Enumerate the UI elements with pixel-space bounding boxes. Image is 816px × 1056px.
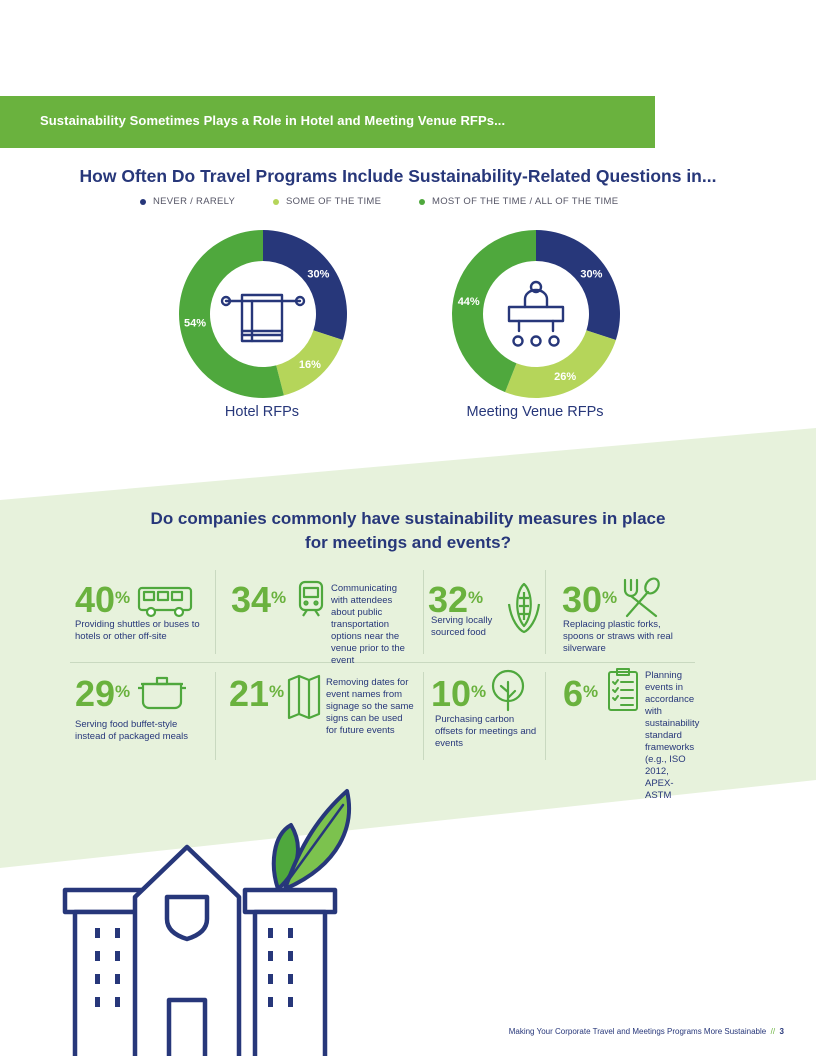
divider (545, 672, 546, 760)
stat-description: Serving locally sourced food (431, 615, 493, 638)
legend-item-some (273, 196, 381, 207)
footer-separator: // (770, 1027, 776, 1036)
data-label: 54% (184, 317, 207, 330)
watermark: 大数跨境 (10, 1030, 66, 1046)
divider (215, 672, 216, 760)
divider (423, 672, 424, 760)
legend-item-never (140, 196, 235, 207)
tree-icon (490, 668, 526, 712)
footer-text: Making Your Corporate Travel and Meetings Programs More Sustainable (508, 1027, 767, 1036)
stat-description: Serving food buffet-style instead of packaged meals (75, 719, 189, 742)
legend-dot (273, 199, 279, 205)
legend-label: NEVER / RARELY (153, 196, 236, 207)
stat-description: Providing shuttles or buses to hotels or other off-site (75, 619, 200, 642)
legend-dot (140, 199, 146, 205)
page-footer (509, 1027, 784, 1036)
stat-description-text: Planning events in accordance with sustainability standard frameworks (e.g., ISO 2012, APEX-ASTM (645, 670, 700, 801)
stat-percent: 34% (231, 579, 287, 620)
stat-description: Replacing plastic forks, spoons or straws with real silverware (563, 619, 673, 654)
stat-percent: 40% (75, 579, 131, 620)
legend-label: MOST OF THE TIME / ALL OF THE TIME (432, 196, 619, 207)
legend-item-most (419, 196, 618, 207)
page-number: 3 (779, 1027, 784, 1036)
stat-description-text: Removing dates for event names from signage so the same signs can be used for future events (326, 677, 414, 736)
building-illustration (55, 785, 360, 1056)
divider (215, 570, 216, 654)
towel-icon (218, 289, 308, 349)
legend-dot (419, 199, 425, 205)
question-line: for meetings and events? (305, 533, 511, 552)
chart-title-venue: Meeting Venue RFPs (466, 404, 604, 420)
stat-description (234, 677, 414, 737)
stat-percent: 10% (431, 673, 487, 714)
stat-description: Purchasing carbon offsets for meetings and events (435, 714, 537, 749)
question-line: Do companies commonly have sustainability measures in place (150, 509, 666, 528)
data-label: 16% (298, 358, 321, 371)
legend-label: SOME OF THE TIME (286, 196, 382, 207)
data-label: 44% (457, 296, 480, 309)
stat-percent: 21% (229, 673, 285, 714)
pot-icon (137, 672, 187, 712)
chart-heading: How Often Do Travel Programs Include Sustainability-Related Questions in... (79, 166, 717, 186)
divider (545, 570, 546, 654)
section-banner (0, 96, 655, 148)
banner-text: Sustainability Sometimes Plays a Role in Hotel and Meeting Venue RFPs... (40, 113, 506, 128)
stat-description (231, 579, 411, 667)
fork-spoon-icon (622, 576, 662, 618)
stat-percent: 6% (563, 673, 599, 714)
data-label: 30% (580, 268, 603, 281)
data-label: 26% (554, 370, 577, 383)
corn-icon (505, 580, 543, 636)
meeting-podium-icon (503, 279, 569, 349)
divider (423, 570, 424, 654)
stat-percent: 29% (75, 673, 131, 714)
stat-percent: 30% (562, 579, 618, 620)
stat-description (567, 670, 699, 802)
measures-question (0, 507, 816, 555)
chart-title-hotel: Hotel RFPs (224, 404, 300, 420)
stat-percent: 32% (428, 579, 484, 620)
data-label: 30% (307, 268, 330, 281)
stat-description-text: Communicating with attendees about public transportation options near the venue prior to the event (331, 583, 405, 666)
bus-icon (137, 586, 193, 618)
